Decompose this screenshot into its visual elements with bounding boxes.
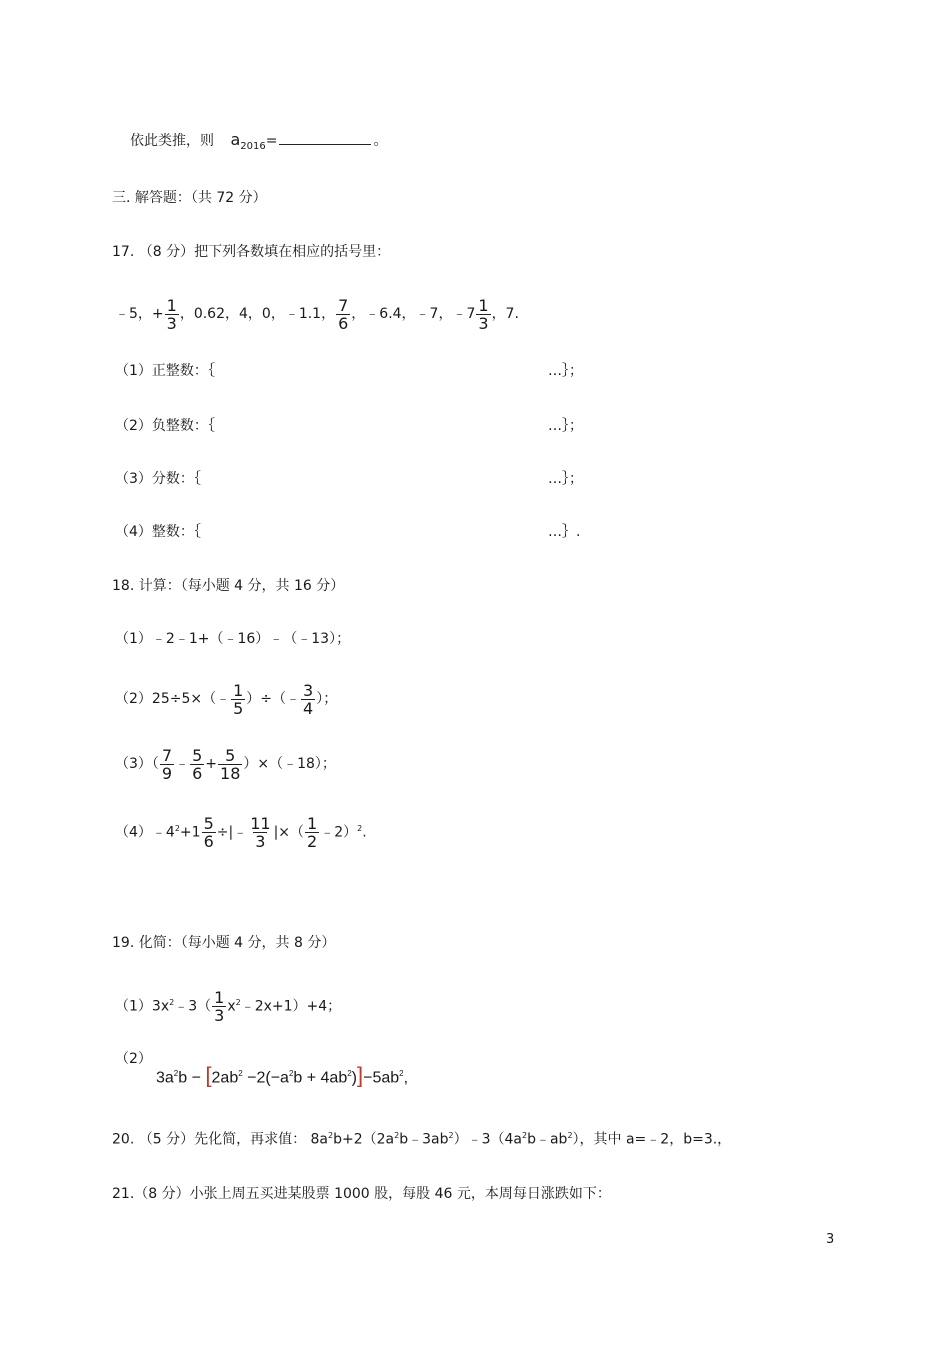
q17-item-4-end: …｝. xyxy=(548,524,581,540)
expr-part: （2）25÷5×（﹣ xyxy=(115,691,231,707)
a-subscript: 2016 xyxy=(240,140,266,152)
expr-part: ）； xyxy=(316,691,338,707)
expr-part: b+2（2a xyxy=(333,1131,395,1148)
fraction-denominator: 3 xyxy=(478,313,489,333)
expr-part: ﹣2x+1）+4； xyxy=(240,998,342,1015)
fraction xyxy=(190,747,204,782)
q17-numbers-part: ，0.62，4，0，﹣1.1， xyxy=(179,306,336,322)
fraction-numerator: 1 xyxy=(166,295,177,315)
fraction-denominator: 18 xyxy=(220,763,241,783)
expr-part: ﹣3（ xyxy=(174,998,212,1015)
expr-part: ）﹣3（4a xyxy=(453,1131,522,1148)
superscript: 2 xyxy=(399,1069,404,1078)
q18-expr-3 xyxy=(115,745,336,783)
intro-text: 依此类推，则 xyxy=(130,133,214,149)
fraction-denominator: 4 xyxy=(303,698,314,718)
expr-part: ÷|﹣ xyxy=(216,824,248,841)
expr-part: b﹣3ab xyxy=(399,1131,449,1148)
superscript: 2 xyxy=(567,1131,573,1140)
superscript: 2 xyxy=(288,1069,294,1078)
q19-expr-2 xyxy=(156,1062,408,1090)
expr-part: 3a xyxy=(156,1069,174,1087)
fraction-denominator: 3 xyxy=(255,832,266,852)
fraction-denominator: 6 xyxy=(203,832,214,852)
page-number: 3 xyxy=(826,1232,835,1247)
fraction-numerator: 1 xyxy=(307,814,318,834)
fraction-numerator: 11 xyxy=(250,814,271,834)
fraction-numerator: 5 xyxy=(192,745,203,765)
fraction-denominator: 6 xyxy=(338,313,349,333)
expr-part: , xyxy=(403,1069,409,1087)
fraction-denominator: 5 xyxy=(233,698,244,718)
superscript: 2 xyxy=(394,1131,400,1140)
fraction-denominator: 2 xyxy=(307,832,318,852)
superscript: 2 xyxy=(235,998,241,1007)
expr-part: + xyxy=(205,756,218,772)
expr-part: （1）3x xyxy=(115,998,170,1015)
fraction xyxy=(202,815,216,850)
expr-part: +1 xyxy=(179,824,201,841)
fraction xyxy=(231,682,245,717)
fraction-numerator: 5 xyxy=(225,745,236,765)
expr-part: |×（ xyxy=(273,824,305,841)
expr-part: ﹣ xyxy=(175,756,190,772)
fraction-denominator: 3 xyxy=(166,313,177,333)
expr-part: −2(−a xyxy=(242,1069,289,1087)
q17-item-3-end: …｝； xyxy=(548,471,583,487)
superscript: 2 xyxy=(521,1131,528,1140)
superscript: 2 xyxy=(238,1069,243,1078)
expr-part: b − xyxy=(178,1069,206,1087)
q17-numbers-part: ，﹣6.4，﹣7，﹣7 xyxy=(351,306,476,322)
equals-sign: = xyxy=(265,133,278,149)
superscript: 2 xyxy=(357,824,363,833)
q17-numbers-part: ﹣5，+ xyxy=(115,306,164,322)
q21-title: 21.（8 分）小张上周五买进某股票 1000 股，每股 46 元，本周每日涨跌如下： xyxy=(112,1186,611,1202)
q18-expr-1: （1）﹣2﹣1+（﹣16）﹣（﹣13）； xyxy=(115,631,351,647)
fraction-numerator: 7 xyxy=(338,295,349,315)
left-bracket: [ xyxy=(205,1062,212,1088)
fraction-denominator: 9 xyxy=(161,763,173,783)
superscript: 2 xyxy=(174,824,180,833)
q17-numbers xyxy=(115,296,519,332)
superscript: 2 xyxy=(328,1131,334,1140)
q19-expr-2-label: （2） xyxy=(115,1051,152,1067)
q17-item-2-label: （2）负整数：｛ xyxy=(115,418,215,434)
expr-part: （4）﹣4 xyxy=(115,824,175,841)
fraction xyxy=(160,747,174,782)
fraction-numerator: 1 xyxy=(233,680,244,700)
fraction-denominator: 3 xyxy=(214,1006,225,1026)
fraction xyxy=(476,297,490,332)
section-title: 三. 解答题：（共 72 分） xyxy=(112,190,267,206)
expr-part: （3）（ xyxy=(115,756,159,772)
q19-expr-1 xyxy=(115,984,341,1026)
superscript: 2 xyxy=(173,1069,179,1078)
q17-item-1-end: …｝； xyxy=(548,363,583,379)
expr-part: . xyxy=(362,824,367,841)
q17-item-3-label: （3）分数：｛ xyxy=(115,471,201,487)
q18-title: 18. 计算：（每小题 4 分，共 16 分） xyxy=(112,578,345,594)
q18-expr-4 xyxy=(115,810,367,852)
q17-numbers-part: ，7. xyxy=(491,306,519,322)
answer-blank xyxy=(279,132,371,145)
expr-part: ) xyxy=(351,1069,357,1087)
q17-item-1-label: （1）正整数：｛ xyxy=(115,363,215,379)
expr-part: b﹣ab xyxy=(527,1131,568,1148)
fraction xyxy=(218,747,242,782)
fraction-denominator: 6 xyxy=(192,763,203,783)
a-variable: a xyxy=(230,130,241,149)
fraction xyxy=(165,297,179,332)
fraction xyxy=(248,815,272,850)
fraction-numerator: 5 xyxy=(203,814,214,834)
q19-title: 19. 化简：（每小题 4 分，共 8 分） xyxy=(112,935,336,951)
expr-part: x xyxy=(227,998,236,1015)
q17-item-4-label: （4）整数：｛ xyxy=(115,524,201,540)
fraction-numerator: 7 xyxy=(161,745,173,765)
q17-title: 17. （8 分）把下列各数填在相应的括号里： xyxy=(112,244,391,260)
superscript: 2 xyxy=(448,1131,454,1140)
expr-part: ）÷（﹣ xyxy=(246,691,301,707)
expr-part: ﹣2） xyxy=(320,824,358,841)
expr-part: 20. （5 分）先化简，再求值： 8a xyxy=(112,1131,329,1148)
intro-end: 。 xyxy=(373,133,388,149)
superscript: 2 xyxy=(347,1069,352,1078)
fraction xyxy=(212,989,226,1024)
fraction xyxy=(305,815,319,850)
expr-part: b + 4ab xyxy=(293,1069,348,1087)
expr-part: ），其中 a=﹣2，b=3.， xyxy=(572,1131,732,1148)
q20-line xyxy=(112,1126,731,1150)
expr-part: −5ab xyxy=(363,1069,400,1087)
q18-expr-2 xyxy=(115,680,337,718)
intro-line xyxy=(130,130,387,157)
fraction-numerator: 1 xyxy=(478,295,489,315)
fraction xyxy=(336,297,350,332)
q17-item-2-end: …｝； xyxy=(548,418,583,434)
expr-part: 2ab xyxy=(211,1069,239,1087)
superscript: 2 xyxy=(169,998,175,1007)
fraction-numerator: 3 xyxy=(303,680,314,700)
right-bracket: ] xyxy=(357,1062,364,1088)
expr-part: ）×（﹣18）； xyxy=(243,756,336,772)
fraction xyxy=(301,682,315,717)
fraction-numerator: 1 xyxy=(214,988,225,1008)
